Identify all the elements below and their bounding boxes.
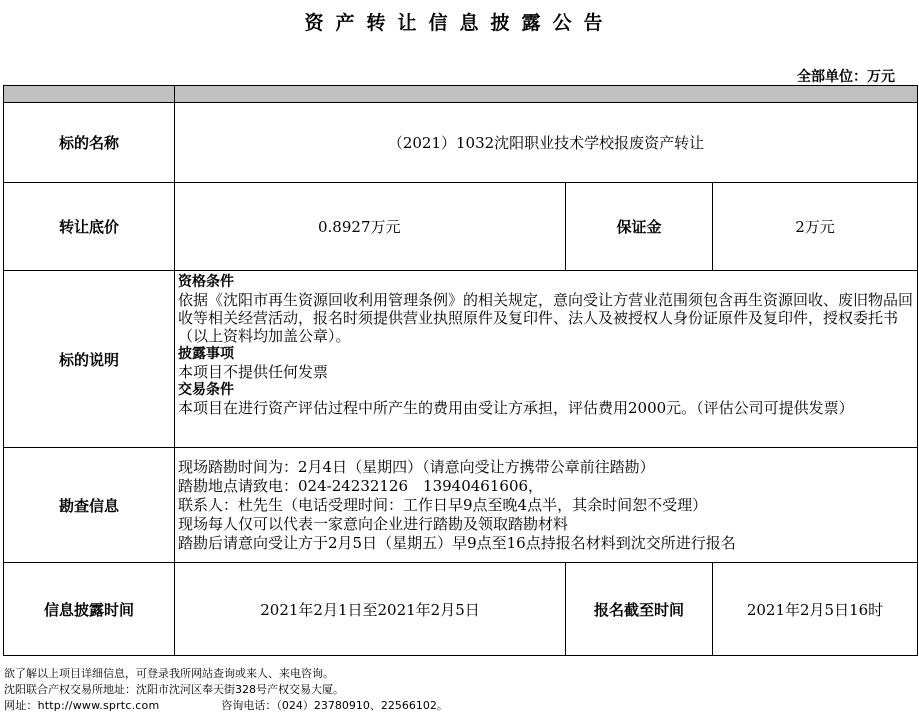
page-title: 资产转让信息披露公告 (304, 12, 615, 34)
footer (4, 666, 448, 714)
row-inspection (4, 448, 918, 563)
inspection-line: 联系人：杜先生（电话受理时间：工作日早9点至晚4点半，其余时间恕不受理） (178, 495, 708, 514)
inspection-line: 现场每人仅可以代表一家意向企业进行踏勘及领取踏勘材料 (178, 514, 569, 533)
inspection-line: 踏勘后请意向受让方于2月5日（星期五）早9点至16点持报名材料到沈交所进行报名 (178, 533, 736, 552)
table-header-band (4, 86, 918, 103)
header-cell (4, 86, 175, 103)
header-cell (175, 86, 918, 103)
disclosure-heading: 披露事项 (178, 346, 234, 362)
qualification-heading: 资格条件 (178, 274, 234, 290)
deposit-label: 保证金 (566, 183, 713, 271)
row-description (4, 271, 918, 448)
deadline-label: 报名截至时间 (566, 563, 713, 656)
inspection-line: 踏勘地点请致电：024-24232126 13940461606， (178, 476, 544, 495)
deadline-value: 2021年2月5日16时 (713, 563, 918, 656)
announcement-table (3, 85, 918, 656)
footer-phone: 咨询电话：（024）23780910、22566102。 (221, 699, 448, 712)
trade-conditions-text: 本项目在进行资产评估过程中所产生的费用由受让方承担，评估费用2000元。（评估公司可提供发票） (178, 399, 854, 417)
deposit-value: 2万元 (713, 183, 918, 271)
row-price (4, 183, 918, 271)
inspection-content (175, 448, 918, 563)
qualification-text: 依据《沈阳市再生资源回收利用管理条例》的相关规定，意向受让方营业范围须包含再生资源回收、废旧物品回收等相关经营活动，报名时须提供营业执照原件及复印件、法人及被授权人身份证原件及复印件，授权委托书（以上资料均加盖公章）。 (178, 291, 914, 345)
reserve-price-label: 转让底价 (4, 183, 175, 271)
row-disclosure-time (4, 563, 918, 656)
description-content (175, 271, 918, 448)
subject-name-value: （2021）1032沈阳职业技术学校报废资产转让 (175, 103, 918, 183)
disclosure-text: 本项目不提供任何发票 (178, 363, 329, 381)
description-label: 标的说明 (4, 271, 175, 448)
trade-conditions-heading: 交易条件 (178, 382, 234, 398)
subject-name-label: 标的名称 (4, 103, 175, 183)
row-subject-name (4, 103, 918, 183)
footer-website[interactable]: 网址：http://www.sprtc.com (4, 699, 160, 712)
inspection-label: 勘查信息 (4, 448, 175, 563)
unit-note: 全部单位：万元 (797, 69, 895, 85)
reserve-price-value: 0.8927万元 (175, 183, 566, 271)
footer-address: 沈阳联合产权交易所地址：沈阳市沈河区奉天街328号产权交易大厦。 (4, 683, 344, 696)
disclosure-time-value: 2021年2月1日至2021年2月5日 (175, 563, 566, 656)
inspection-line: 现场踏勘时间为：2月4日（星期四）（请意向受让方携带公章前往踏勘） (178, 457, 655, 476)
footer-inquiry-note: 欲了解以上项目详细信息，可登录我所网站查询或来人、来电咨询。 (4, 667, 334, 680)
disclosure-time-label: 信息披露时间 (4, 563, 175, 656)
